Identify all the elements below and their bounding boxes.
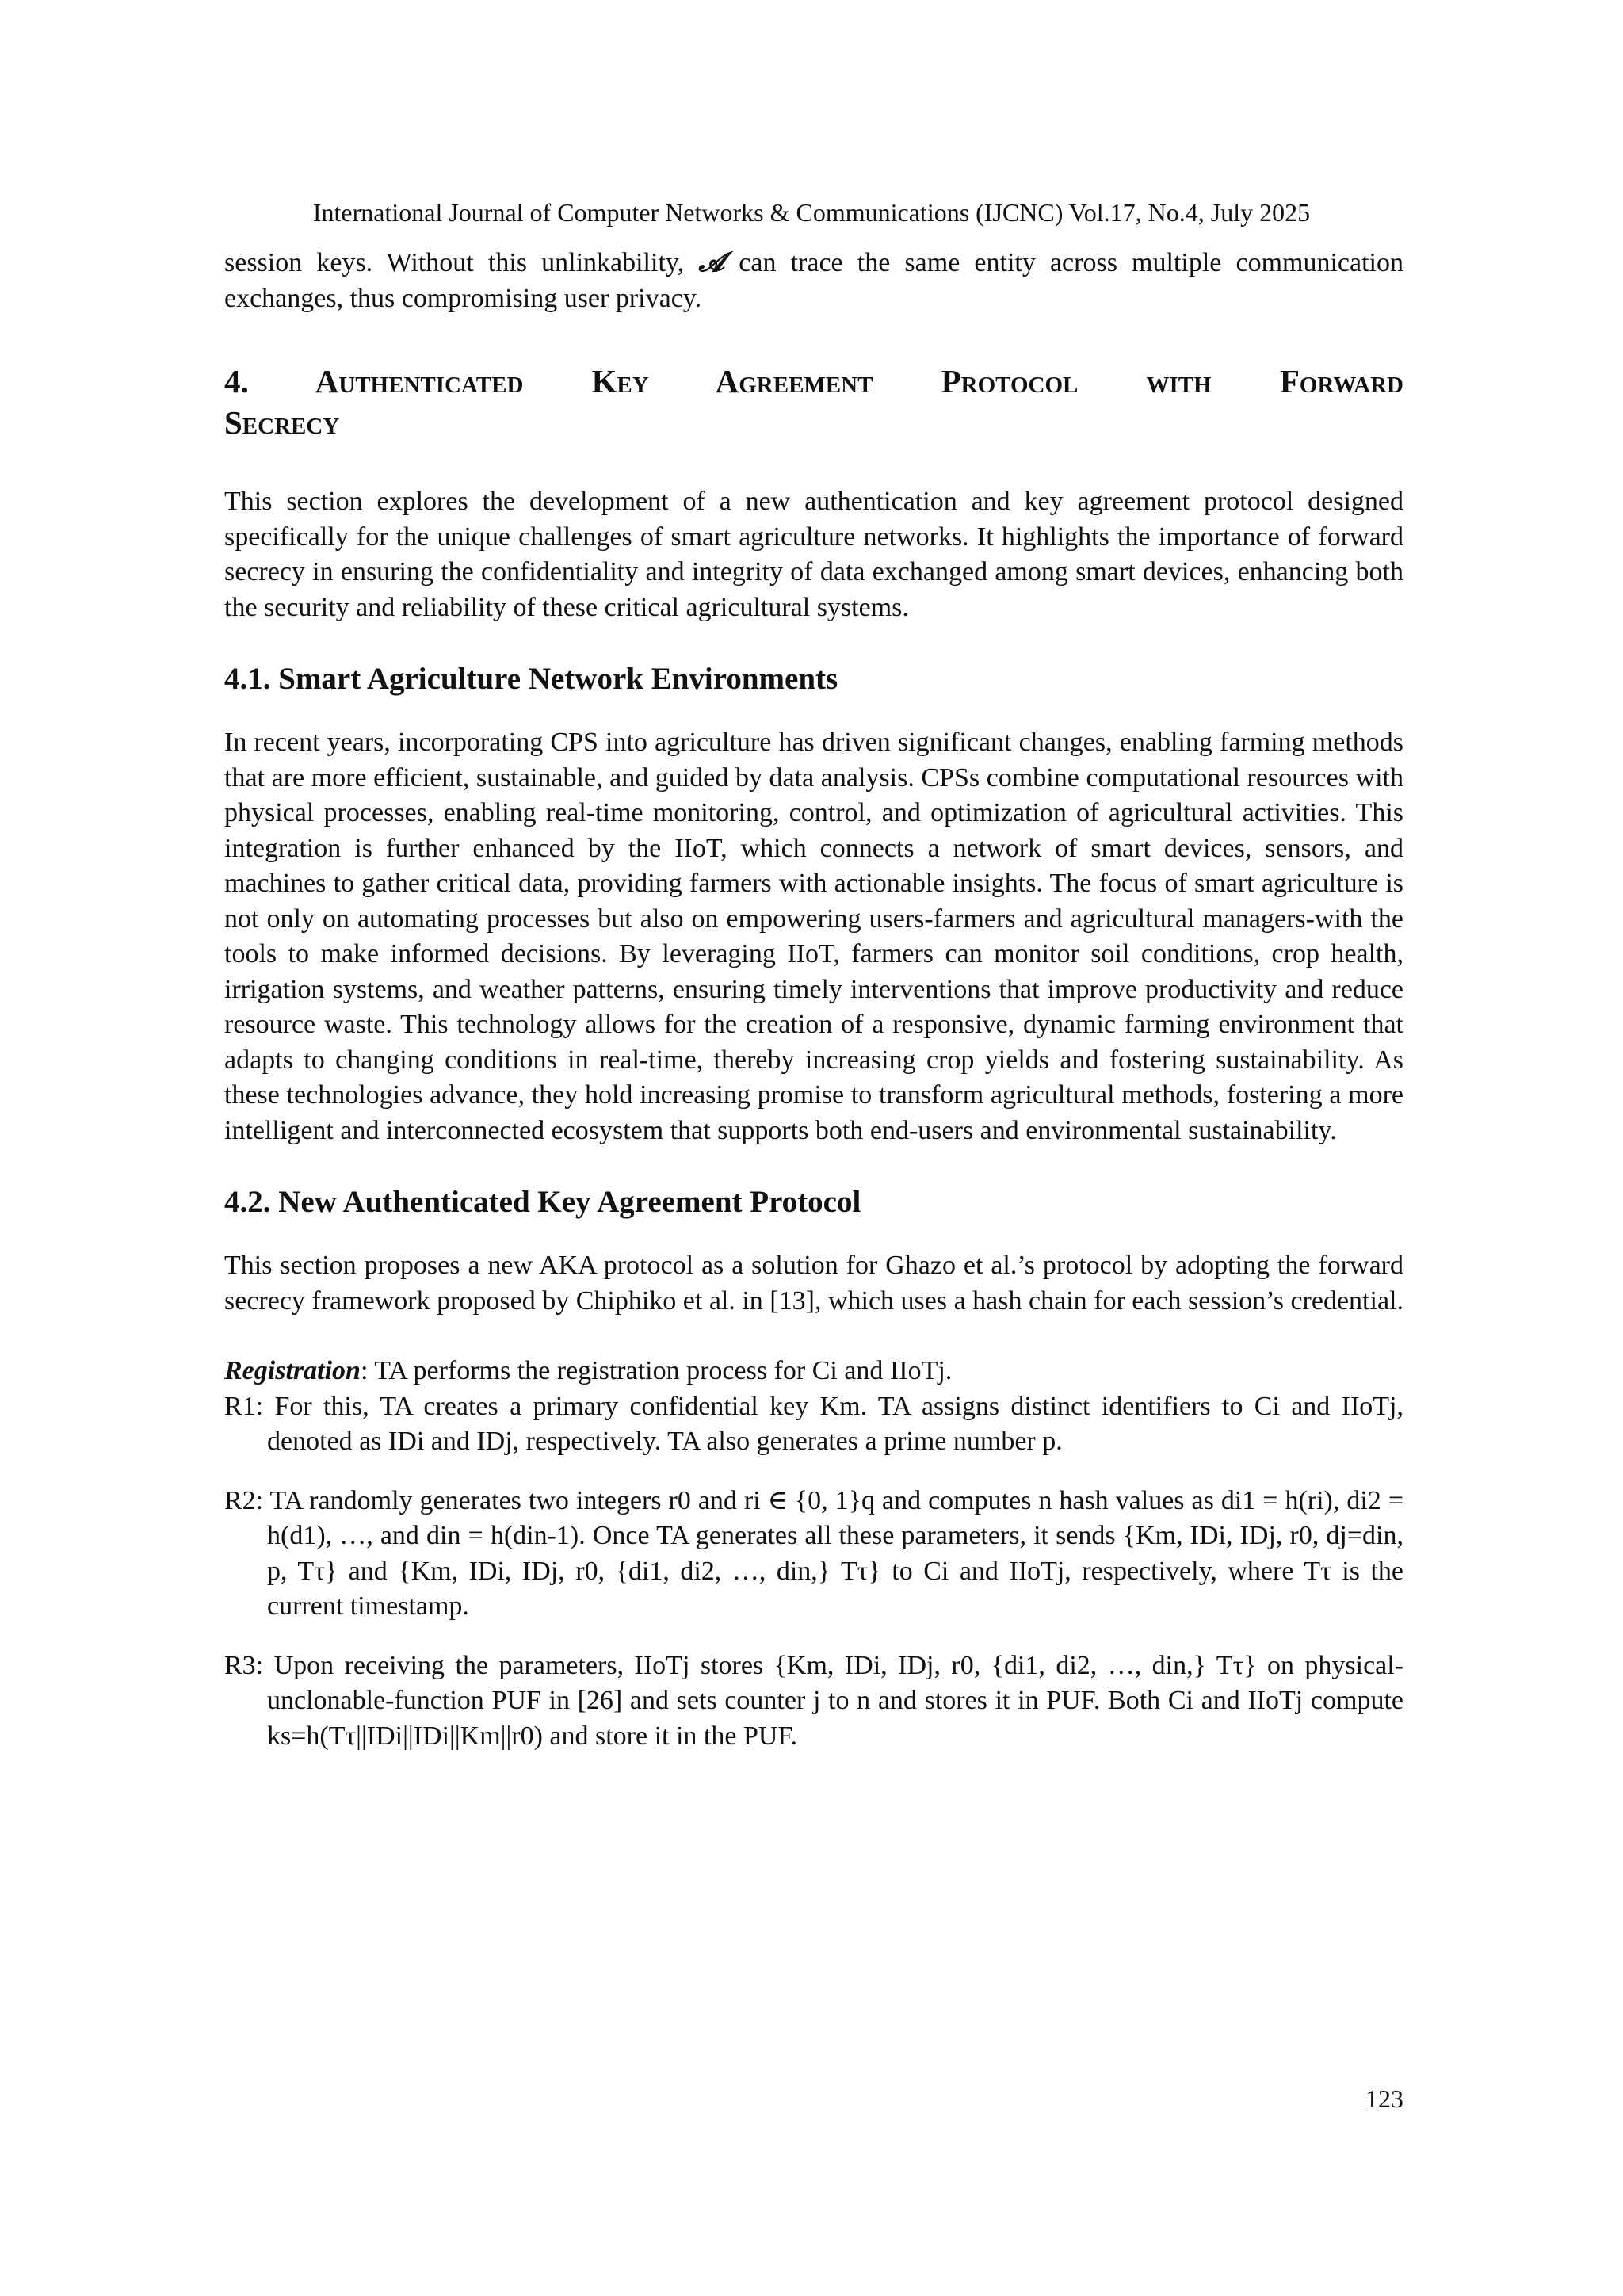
step-r3 bbox=[224, 1648, 1403, 1755]
registration-paragraph bbox=[224, 1354, 1403, 1389]
step-r1-text: For this, TA creates a primary confidential key Km. TA assigns distinct identifiers to Ci and IIoTj, denoted as IDi and IDj, respectively. TA also generates a prime number p. bbox=[267, 1391, 1403, 1456]
section-4-paragraph: This section explores the development of a new authentication and key agreement protocol designed specifically for the unique challenges of smart agriculture networks. It highlights the importance of forward secrecy in ensuring the confidentiality and integrity of data exchanged among smart devices, enhancing both the security and reliability of these critical agricultural systems. bbox=[224, 487, 1403, 622]
intro-paragraph bbox=[224, 245, 1403, 316]
section-4-title-line1: Authenticated Key Agreement Protocol with Forward bbox=[315, 363, 1403, 399]
intro-text-1: session keys. Without this unlinkability, bbox=[224, 248, 699, 277]
step-r1-label: R1: bbox=[224, 1391, 264, 1421]
step-r2-label: R2: bbox=[224, 1485, 264, 1515]
step-r3-label: R3: bbox=[224, 1650, 264, 1680]
page-content bbox=[224, 245, 1403, 1754]
step-r2 bbox=[224, 1484, 1403, 1625]
section-4-2-paragraph: This section proposes a new AKA protocol as a solution for Ghazo et al.’s protocol by adopting the forward secrecy framework proposed by Chiphiko et al. in [13], which uses a hash chain for each session’s credential. bbox=[224, 1251, 1403, 1316]
page-number: 123 bbox=[1365, 2084, 1403, 2113]
step-r2-text: TA randomly generates two integers r0 and ri ∈ {0, 1}q and computes n hash values as di1 = h(ri), di2 = h(d1), …, and din = h(din-1). Once TA generates all these parameters, it sends {Km, IDi, IDj, r0, dj=din, p, Tτ} and {Km, IDi, IDj, r0, {di1, di2, …, din,} Tτ} to Ci and IIoTj, respectively, where Tτ is the current timestamp. bbox=[267, 1485, 1403, 1621]
section-4-1-heading: 4.1. Smart Agriculture Network Environments bbox=[224, 662, 838, 696]
adversary-symbol: 𝓐 bbox=[698, 246, 725, 278]
section-4-2-heading: 4.2. New Authenticated Key Agreement Protocol bbox=[224, 1185, 861, 1219]
section-4-1-paragraph: In recent years, incorporating CPS into agriculture has driven significant changes, enabling farming methods that are more efficient, sustainable, and guided by data analysis. CPSs combine computational resources with physical processes, enabling real-time monitoring, control, and optimization of agricultural activities. This integration is further enhanced by the IIoT, which connects a network of smart devices, sensors, and machines to gather critical data, providing farmers with actionable insights. The focus of smart agriculture is not only on automating processes but also on empowering users-farmers and agricultural managers-with the tools to make informed decisions. By leveraging IIoT, farmers can monitor soil conditions, crop health, irrigation systems, and weather patterns, ensuring timely interventions that improve productivity and reduce resource waste. This technology allows for the creation of a responsive, dynamic farming environment that adapts to changing conditions in real-time, thereby increasing crop yields and fostering sustainability. As these technologies advance, they hold increasing promise to transform agricultural methods, fostering a more intelligent and interconnected ecosystem that supports both end-users and environmental sustainability. bbox=[224, 728, 1403, 1145]
section-4-title-line2: Secrecy bbox=[224, 404, 340, 441]
registration-label: Registration bbox=[224, 1356, 361, 1385]
intro-text-2: can trace the same entity across multiple communication exchanges, thus compromising user privacy. bbox=[224, 248, 1403, 313]
step-r1 bbox=[224, 1389, 1403, 1460]
step-r3-text: Upon receiving the parameters, IIoTj stores {Km, IDi, IDj, r0, {di1, di2, …, din,} Tτ} on physical-unclonable-function PUF in [26] and sets counter j to n and stores it in PUF. Both Ci and IIoTj compute ks=h(Tτ||IDi||IDi||Km||r0) and store it in the PUF. bbox=[267, 1650, 1404, 1751]
running-header: International Journal of Computer Networks & Communications (IJCNC) Vol.17, No.4, July 2025 bbox=[312, 198, 1311, 227]
registration-text: : TA performs the registration process for Ci and IIoTj. bbox=[360, 1356, 953, 1385]
section-4-heading bbox=[224, 361, 1403, 443]
section-4-number: 4. bbox=[224, 363, 315, 399]
